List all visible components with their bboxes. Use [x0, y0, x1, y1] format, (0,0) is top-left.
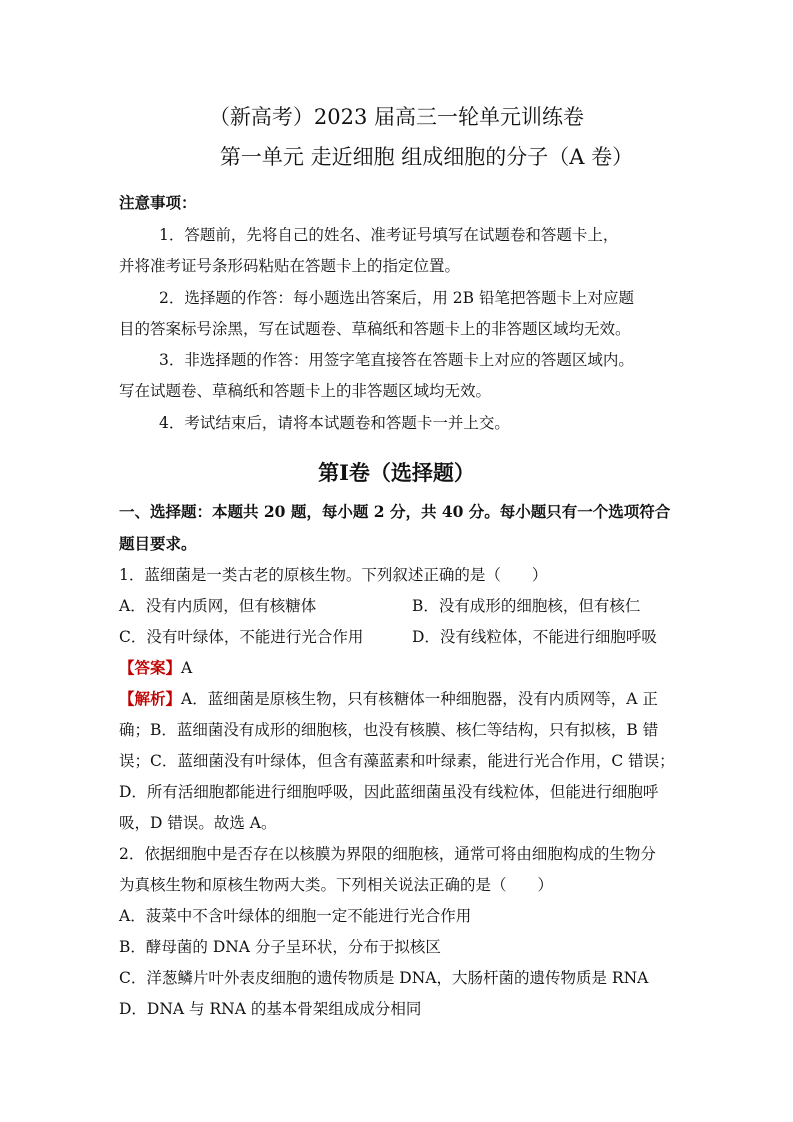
notice-item-4: 4．考试结束后，请将本试题卷和答题卡一并上交。: [159, 414, 510, 432]
q2-option-a: A．菠菜中不含叶绿体的细胞一定不能进行光合作用: [119, 907, 472, 925]
q1-answer: [119, 658, 192, 678]
unit-title: 第一单元 走近细胞 组成细胞的分子（A 卷）: [219, 145, 634, 169]
q1-analysis-line-3: 误；C．蓝细菌没有叶绿体，但含有藻蓝素和叶绿素，能进行光合作用，C 错误；: [119, 752, 675, 770]
notice-item-3-cont: 写在试题卷、草稿纸和答题卡上的非答题区域均无效。: [119, 382, 492, 400]
q1-analysis-line-5: 吸，D 错误。故选 A。: [119, 814, 277, 832]
section-title: 第Ⅰ卷（选择题）: [318, 460, 475, 485]
q2-option-c: C．洋葱鳞片叶外表皮细胞的遗传物质是 DNA，大肠杆菌的遗传物质是 RNA: [119, 969, 649, 987]
q2-stem-cont: 为真核生物和原核生物两大类。下列相关说法正确的是（ ）: [119, 876, 554, 894]
q1-stem: 1．蓝细菌是一类古老的原核生物。下列叙述正确的是（ ）: [119, 566, 548, 584]
q1-analysis-line-2: 确；B．蓝细菌没有成形的细胞核，也没有核膜、核仁等结构，只有拟核，B 错: [119, 721, 659, 739]
analysis-label: 【解析】: [119, 689, 182, 708]
q1-option-b: B．没有成形的细胞核，但有核仁: [412, 597, 641, 615]
q2-option-b: B．酵母菌的 DNA 分子呈环状，分布于拟核区: [119, 938, 441, 956]
q2-option-d: D．DNA 与 RNA 的基本骨架组成成分相同: [119, 1000, 422, 1018]
q1-analysis: [119, 689, 658, 709]
section-instruction: 一、选择题：本题共 20 题，每小题 2 分，共 40 分。每小题只有一个选项符合: [119, 502, 671, 521]
q2-stem: 2．依据细胞中是否存在以核膜为界限的细胞核，通常可将由细胞构成的生物分: [119, 845, 656, 863]
q1-option-a: A．没有内质网，但有核糖体: [119, 597, 317, 615]
answer-label: 【答案】: [119, 658, 182, 677]
notice-heading: 注意事项：: [119, 193, 197, 212]
notice-item-1-cont: 并将准考证号条形码粘贴在答题卡上的指定位置。: [119, 257, 461, 275]
q1-option-d: D．没有线粒体，不能进行细胞呼吸: [412, 628, 657, 646]
section-instruction-cont: 题目要求。: [119, 534, 197, 553]
answer-value: A: [181, 659, 193, 677]
q1-option-c: C．没有叶绿体，不能进行光合作用: [119, 628, 364, 646]
notice-item-2-cont: 目的答案标号涂黑，写在试题卷、草稿纸和答题卡上的非答题区域均无效。: [119, 320, 631, 338]
notice-item-1: 1．答题前，先将自己的姓名、准考证号填写在试题卷和答题卡上，: [159, 226, 619, 244]
analysis-text: A．蓝细菌是原核生物，只有核糖体一种细胞器，没有内质网等，A 正: [181, 690, 658, 708]
exam-title: （新高考）2023 届高三一轮单元训练卷: [208, 105, 585, 129]
notice-item-2: 2．选择题的作答：每小题选出答案后，用 2B 铅笔把答题卡上对应题: [159, 289, 634, 307]
notice-item-3: 3．非选择题的作答：用签字笔直接答在答题卡上对应的答题区域内。: [159, 351, 634, 369]
q1-analysis-line-4: D．所有活细胞都能进行细胞呼吸，因此蓝细菌虽没有线粒体，但能进行细胞呼: [119, 783, 659, 801]
